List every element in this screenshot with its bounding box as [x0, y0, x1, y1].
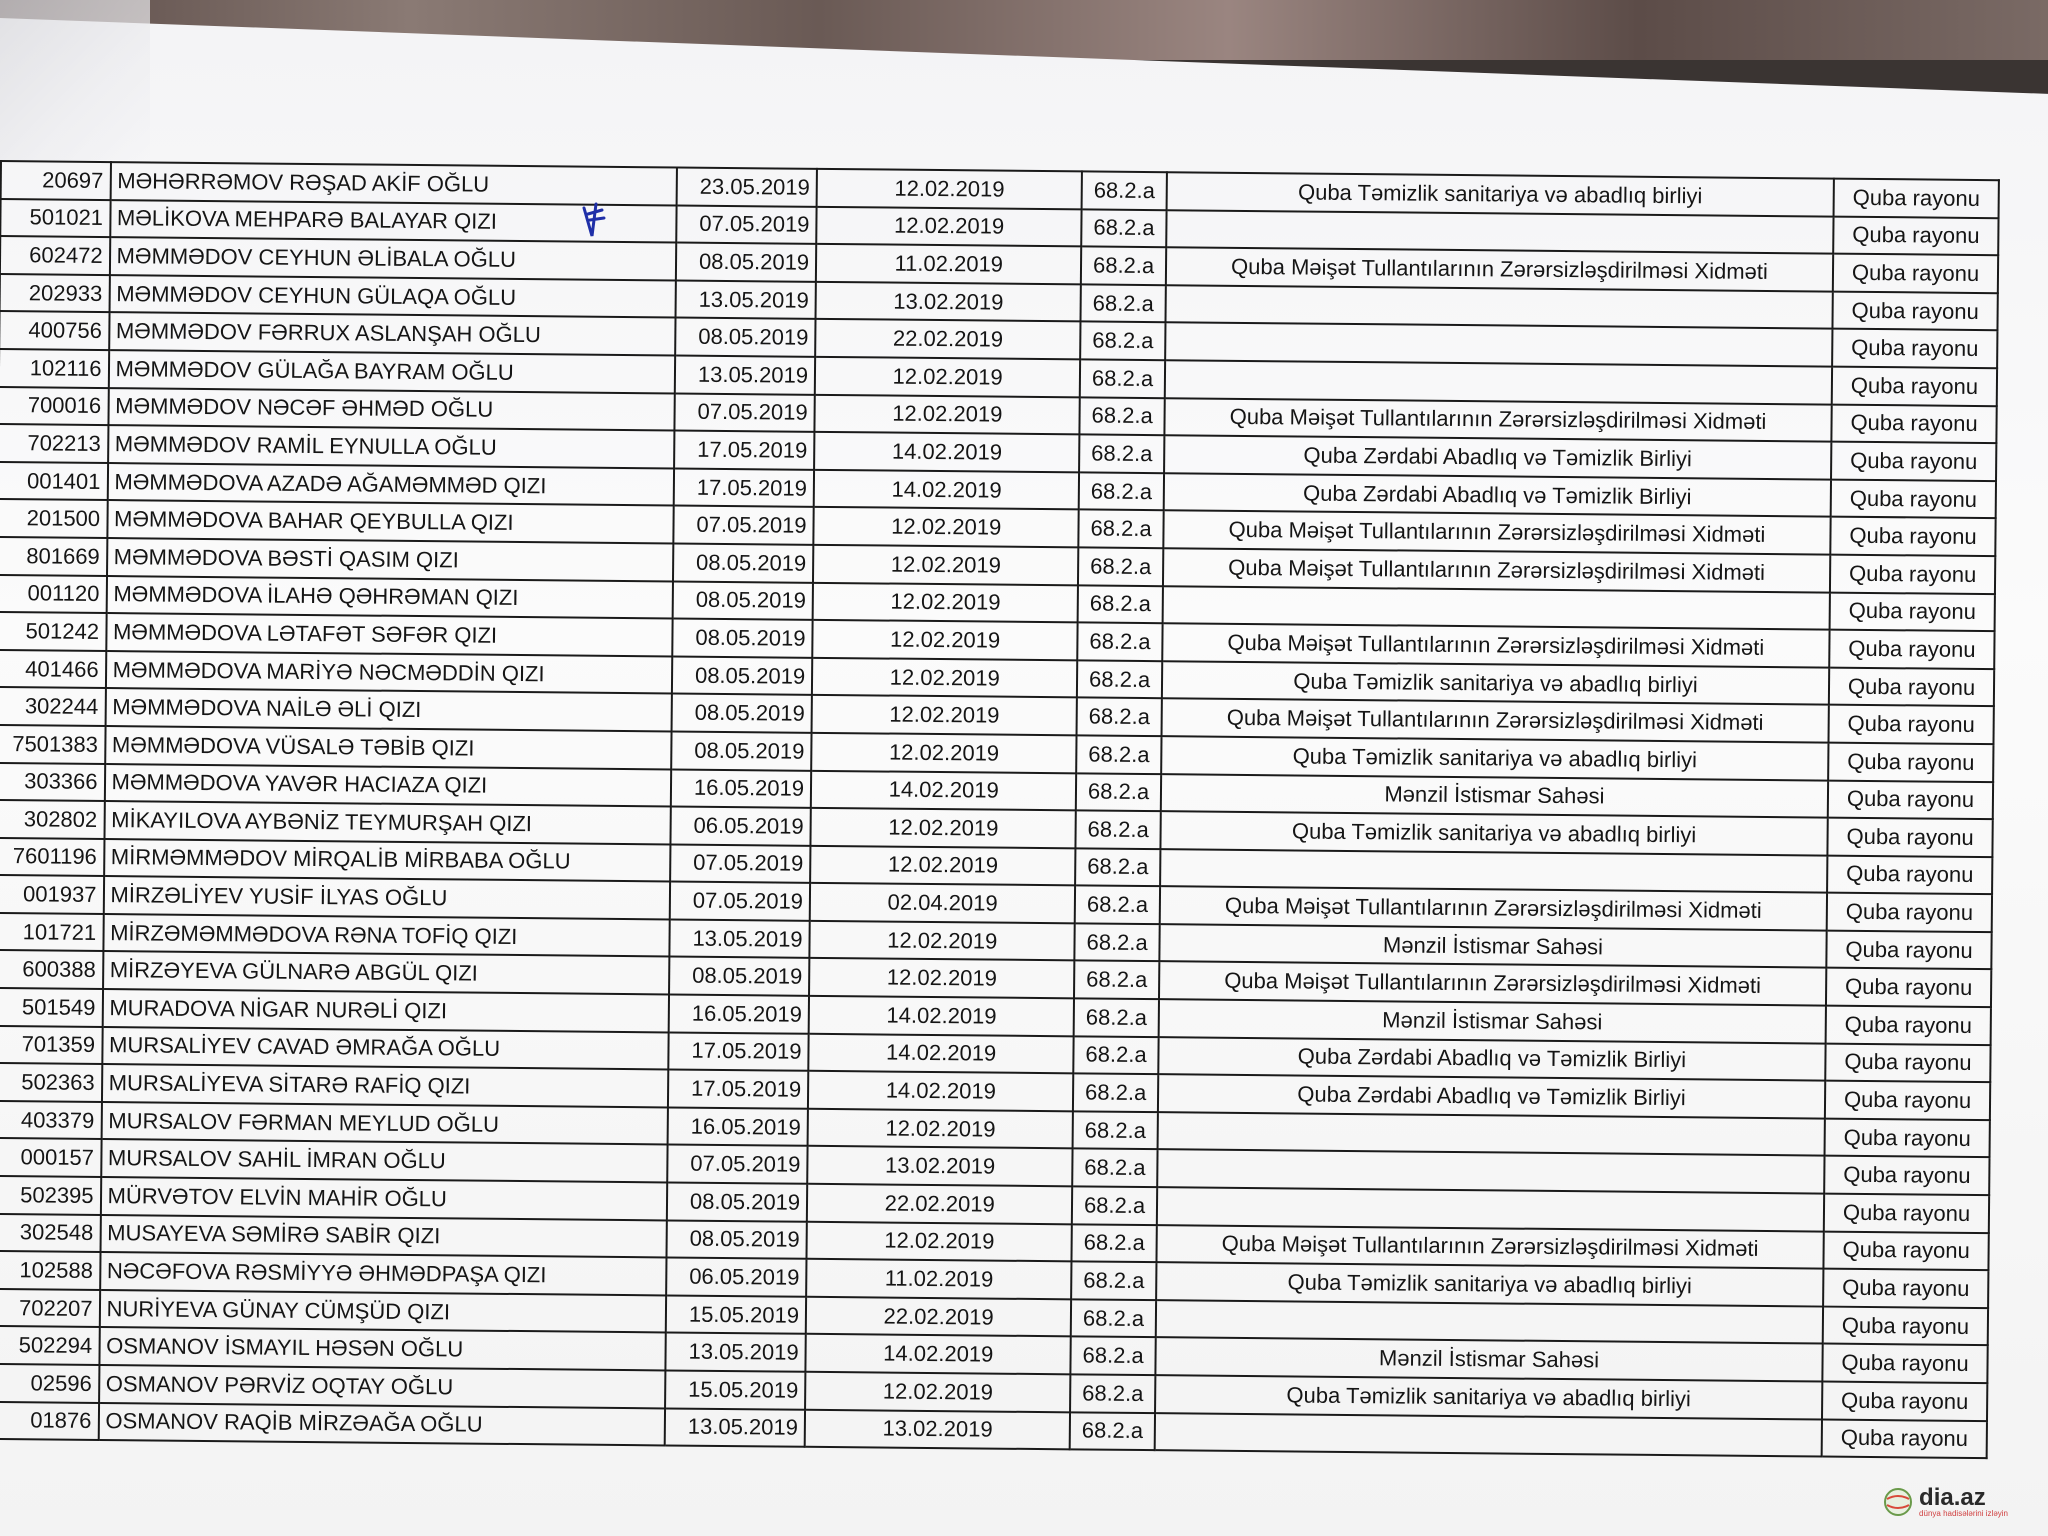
person-id-cell: 001401	[0, 462, 108, 501]
person-name-cell: MƏMMƏDOVA İLAHƏ QƏHRƏMAN QIZI	[106, 576, 673, 619]
article-cell: 68.2.a	[1079, 472, 1164, 510]
region-cell: Quba rayonu	[1824, 1231, 1989, 1270]
organization-cell	[1157, 1112, 1825, 1156]
person-id-cell: 400756	[0, 311, 109, 350]
region-cell: Quba rayonu	[1825, 1118, 1990, 1157]
date-registered-cell: 06.05.2019	[671, 807, 811, 846]
organization-cell: Quba Məişət Tullantılarının Zərərsizləşdirilməsi Xidməti	[1164, 398, 1832, 442]
article-cell: 68.2.a	[1073, 1074, 1158, 1112]
person-id-cell: 501021	[0, 199, 110, 238]
date-assigned-cell: 11.02.2019	[806, 1259, 1072, 1299]
roster-sheet	[0, 160, 2025, 1460]
person-id-cell: 001937	[0, 875, 104, 914]
article-cell: 68.2.a	[1077, 660, 1162, 698]
article-cell: 68.2.a	[1079, 435, 1164, 473]
organization-cell: Quba Təmizlik sanitariya və abadlıq birliyi	[1166, 172, 1834, 216]
organization-cell: Quba Təmizlik sanitariya və abadlıq birliyi	[1160, 811, 1828, 855]
person-name-cell: MƏMMƏDOV RAMİL EYNULLA OĞLU	[108, 425, 675, 468]
date-assigned-cell: 22.02.2019	[807, 1184, 1073, 1224]
date-assigned-cell: 12.02.2019	[816, 206, 1082, 246]
article-cell: 68.2.a	[1072, 1224, 1157, 1262]
date-assigned-cell: 12.02.2019	[813, 507, 1079, 547]
person-name-cell: MƏMMƏDOV CEYHUN GÜLAQA OĞLU	[109, 275, 676, 318]
date-registered-cell: 13.05.2019	[675, 355, 815, 394]
article-cell: 68.2.a	[1081, 322, 1166, 360]
person-name-cell: MƏMMƏDOVA LƏTAFƏT SƏFƏR QIZI	[106, 613, 673, 656]
region-cell: Quba rayonu	[1829, 705, 1994, 744]
date-assigned-cell: 12.02.2019	[811, 808, 1077, 848]
person-name-cell: MƏMMƏDOVA NAİLƏ ƏLİ QIZI	[105, 688, 672, 731]
region-cell: Quba rayonu	[1829, 667, 1994, 706]
person-id-cell: 303366	[0, 762, 105, 801]
date-registered-cell: 08.05.2019	[676, 318, 816, 357]
date-assigned-cell: 14.02.2019	[808, 1071, 1074, 1111]
person-name-cell: MÜRVƏTOV ELVİN MAHİR OĞLU	[100, 1177, 667, 1220]
date-assigned-cell: 13.02.2019	[816, 282, 1082, 322]
date-registered-cell: 08.05.2019	[667, 1220, 807, 1259]
date-assigned-cell: 12.02.2019	[815, 357, 1081, 397]
region-cell: Quba rayonu	[1829, 630, 1994, 669]
date-assigned-cell: 12.02.2019	[807, 1221, 1073, 1261]
region-cell: Quba rayonu	[1832, 329, 1997, 368]
article-cell: 68.2.a	[1078, 622, 1163, 660]
region-cell: Quba rayonu	[1830, 517, 1995, 556]
person-name-cell: MİRZƏYEVA GÜLNARƏ ABGÜL QIZI	[103, 951, 670, 994]
date-assigned-cell: 14.02.2019	[814, 432, 1080, 472]
date-assigned-cell: 02.04.2019	[810, 883, 1076, 923]
person-name-cell: MİRZƏLİYEV YUSİF İLYAS OĞLU	[103, 876, 670, 919]
organization-cell: Mənzil İstismar Sahəsi	[1159, 924, 1827, 968]
person-id-cell: 02596	[0, 1364, 99, 1403]
date-assigned-cell: 12.02.2019	[808, 1109, 1074, 1149]
date-registered-cell: 16.05.2019	[668, 1107, 808, 1146]
date-assigned-cell: 12.02.2019	[813, 545, 1079, 585]
region-cell: Quba rayonu	[1831, 479, 1996, 518]
date-registered-cell: 13.05.2019	[676, 280, 816, 319]
person-id-cell: 602472	[0, 236, 110, 275]
date-assigned-cell: 12.02.2019	[813, 582, 1079, 622]
date-assigned-cell: 12.02.2019	[809, 921, 1075, 961]
organization-cell: Quba Məişət Tullantılarının Zərərsizləşdirilməsi Xidməti	[1163, 548, 1831, 592]
organization-cell	[1154, 1413, 1822, 1457]
date-assigned-cell: 22.02.2019	[815, 319, 1081, 359]
date-assigned-cell: 12.02.2019	[814, 394, 1080, 434]
article-cell: 68.2.a	[1070, 1374, 1155, 1412]
person-name-cell: MƏMMƏDOVA VÜSALƏ TƏBİB QIZI	[105, 726, 672, 769]
region-cell: Quba rayonu	[1823, 1269, 1988, 1308]
organization-cell: Mənzil İstismar Sahəsi	[1161, 774, 1829, 818]
person-name-cell: MƏHƏRRƏMOV RƏŞAD AKİF OĞLU	[110, 162, 677, 205]
date-registered-cell: 08.05.2019	[672, 694, 812, 733]
organization-cell: Quba Təmizlik sanitariya və abadlıq birliyi	[1161, 736, 1829, 780]
organization-cell	[1165, 323, 1833, 367]
organization-cell: Quba Zərdabi Abadlıq və Təmizlik Birliyi	[1158, 1037, 1826, 1081]
organization-cell: Quba Məişət Tullantılarının Zərərsizləşdirilməsi Xidməti	[1159, 962, 1827, 1006]
person-id-cell: 501242	[0, 612, 106, 651]
article-cell: 68.2.a	[1081, 247, 1166, 285]
person-name-cell: MƏMMƏDOV CEYHUN ƏLİBALA OĞLU	[109, 237, 676, 280]
organization-cell: Quba Zərdabi Abadlıq və Təmizlik Birliyi	[1163, 473, 1831, 517]
date-assigned-cell: 11.02.2019	[816, 244, 1082, 284]
date-assigned-cell: 12.02.2019	[805, 1372, 1071, 1412]
person-id-cell: 201500	[0, 499, 107, 538]
article-cell: 68.2.a	[1072, 1186, 1157, 1224]
region-cell: Quba rayonu	[1828, 742, 1993, 781]
person-id-cell: 102116	[0, 349, 109, 388]
person-name-cell: MİKAYILOVA AYBƏNİZ TEYMURŞAH QIZI	[104, 801, 671, 844]
article-cell: 68.2.a	[1080, 397, 1165, 435]
region-cell: Quba rayonu	[1826, 930, 1991, 969]
person-name-cell: NURİYEVA GÜNAY CÜMŞÜD QIZI	[99, 1290, 666, 1333]
region-cell: Quba rayonu	[1822, 1344, 1987, 1383]
person-name-cell: MƏMMƏDOVA BƏSTİ QASIM QIZI	[107, 538, 674, 581]
person-id-cell: 000157	[0, 1138, 101, 1177]
person-name-cell: MURSALİYEVA SİTARƏ RAFİQ QIZI	[102, 1064, 669, 1107]
date-registered-cell: 08.05.2019	[672, 656, 812, 695]
region-cell: Quba rayonu	[1822, 1419, 1987, 1458]
organization-cell: Quba Məişət Tullantılarının Zərərsizləşdirilməsi Xidməti	[1166, 247, 1834, 291]
organization-cell	[1156, 1300, 1824, 1344]
date-assigned-cell: 14.02.2019	[809, 996, 1075, 1036]
page-fold-shadow	[0, 0, 150, 160]
person-name-cell: MƏMMƏDOV GÜLAĞA BAYRAM OĞLU	[108, 350, 675, 393]
person-id-cell: 700016	[0, 387, 108, 426]
date-assigned-cell: 13.02.2019	[807, 1146, 1073, 1186]
region-cell: Quba rayonu	[1830, 555, 1995, 594]
watermark-tagline: dünya hadisələrini izləyin	[1919, 1509, 2008, 1518]
person-name-cell: MƏMMƏDOVA AZADƏ AĞAMƏMMƏD QIZI	[107, 463, 674, 506]
date-assigned-cell: 12.02.2019	[810, 845, 1076, 885]
article-cell: 68.2.a	[1079, 510, 1164, 548]
person-name-cell: MURSALOV SAHİL İMRAN OĞLU	[101, 1139, 668, 1182]
date-registered-cell: 08.05.2019	[676, 243, 816, 282]
date-registered-cell: 08.05.2019	[673, 619, 813, 658]
person-id-cell: 403379	[0, 1101, 102, 1140]
roster-body	[0, 161, 1999, 1458]
organization-cell: Quba Təmizlik sanitariya və abadlıq birliyi	[1156, 1262, 1824, 1306]
date-assigned-cell: 12.02.2019	[811, 733, 1077, 773]
article-cell: 68.2.a	[1071, 1299, 1156, 1337]
date-registered-cell: 13.05.2019	[665, 1408, 805, 1447]
article-cell: 68.2.a	[1071, 1337, 1156, 1375]
organization-cell: Quba Təmizlik sanitariya və abadlıq birliyi	[1162, 661, 1830, 705]
organization-cell: Quba Məişət Tullantılarının Zərərsizləşdirilməsi Xidməti	[1161, 698, 1829, 742]
pen-tick-mark	[580, 200, 608, 242]
article-cell: 68.2.a	[1082, 171, 1167, 209]
region-cell: Quba rayonu	[1825, 1081, 1990, 1120]
person-id-cell: 702207	[0, 1289, 100, 1328]
date-assigned-cell: 22.02.2019	[806, 1297, 1072, 1337]
article-cell: 68.2.a	[1075, 886, 1160, 924]
person-name-cell: MURSALİYEV CAVAD ƏMRAĞA OĞLU	[102, 1027, 669, 1070]
region-cell: Quba rayonu	[1824, 1156, 1989, 1195]
person-id-cell: 401466	[0, 650, 106, 689]
organization-cell	[1166, 210, 1834, 254]
organization-cell: Quba Təmizlik sanitariya və abadlıq birliyi	[1155, 1375, 1823, 1419]
organization-cell: Quba Məişət Tullantılarının Zərərsizləşdirilməsi Xidməti	[1163, 511, 1831, 555]
person-name-cell: MƏMMƏDOV FƏRRUX ASLANŞAH OĞLU	[109, 312, 676, 355]
article-cell: 68.2.a	[1076, 810, 1161, 848]
region-cell: Quba rayonu	[1825, 1043, 1990, 1082]
date-registered-cell: 15.05.2019	[666, 1295, 806, 1334]
person-id-cell: 20697	[1, 161, 111, 200]
article-cell: 68.2.a	[1080, 359, 1165, 397]
organization-cell	[1165, 285, 1833, 329]
date-assigned-cell: 14.02.2019	[805, 1334, 1071, 1374]
person-name-cell: MƏMMƏDOV NƏCƏF ƏHMƏD OĞLU	[108, 388, 675, 431]
person-name-cell: MİRZƏMƏMMƏDOVA RƏNA TOFİQ QIZI	[103, 914, 670, 957]
date-registered-cell: 17.05.2019	[668, 1070, 808, 1109]
person-id-cell: 7501383	[0, 725, 105, 764]
date-registered-cell: 17.05.2019	[674, 431, 814, 470]
date-registered-cell: 13.05.2019	[670, 919, 810, 958]
date-assigned-cell: 14.02.2019	[811, 770, 1077, 810]
date-registered-cell: 07.05.2019	[668, 1145, 808, 1184]
region-cell: Quba rayonu	[1832, 367, 1997, 406]
region-cell: Quba rayonu	[1826, 1006, 1991, 1045]
date-registered-cell: 07.05.2019	[670, 882, 810, 921]
watermark-name: dia.az	[1919, 1484, 1986, 1511]
person-id-cell: 701359	[0, 1026, 102, 1065]
person-name-cell: MURADOVA NİGAR NURƏLİ QIZI	[102, 989, 669, 1032]
date-assigned-cell: 12.02.2019	[812, 620, 1078, 660]
region-cell: Quba rayonu	[1831, 442, 1996, 481]
person-name-cell: OSMANOV RAQİB MİRZƏAĞA OĞLU	[98, 1403, 665, 1446]
person-id-cell: 102588	[0, 1251, 100, 1290]
region-cell: Quba rayonu	[1822, 1382, 1987, 1421]
person-name-cell: MƏMMƏDOVA BAHAR QEYBULLA QIZI	[107, 500, 674, 543]
article-cell: 68.2.a	[1073, 1111, 1158, 1149]
date-registered-cell: 16.05.2019	[671, 769, 811, 808]
date-assigned-cell: 13.02.2019	[805, 1409, 1071, 1449]
person-id-cell: 502294	[0, 1326, 99, 1365]
organization-cell: Quba Zərdabi Abadlıq və Təmizlik Birliyi	[1158, 1074, 1826, 1118]
date-registered-cell: 08.05.2019	[673, 543, 813, 582]
person-id-cell: 302802	[0, 800, 104, 839]
organization-cell: Quba Məişət Tullantılarının Zərərsizləşdirilməsi Xidməti	[1160, 886, 1828, 930]
article-cell: 68.2.a	[1074, 961, 1159, 999]
date-registered-cell: 07.05.2019	[674, 506, 814, 545]
person-name-cell: MİRMƏMMƏDOV MİRQALİB MİRBABA OĞLU	[104, 839, 671, 882]
region-cell: Quba rayonu	[1827, 893, 1992, 932]
person-name-cell: MƏMMƏDOVA MARİYƏ NƏCMƏDDİN QIZI	[105, 651, 672, 694]
region-cell: Quba rayonu	[1832, 404, 1997, 443]
article-cell: 68.2.a	[1075, 848, 1160, 886]
article-cell: 68.2.a	[1070, 1412, 1155, 1450]
region-cell: Quba rayonu	[1826, 968, 1991, 1007]
person-id-cell: 302244	[0, 687, 105, 726]
date-assigned-cell: 14.02.2019	[808, 1033, 1074, 1073]
person-name-cell: MƏMMƏDOVA YAVƏR HACIAZA QIZI	[104, 764, 671, 807]
person-name-cell: OSMANOV İSMAYIL HƏSƏN OĞLU	[99, 1327, 666, 1370]
date-registered-cell: 08.05.2019	[667, 1182, 807, 1221]
person-name-cell: NƏCƏFOVA RƏSMİYYƏ ƏHMƏDPAŞA QIZI	[100, 1252, 667, 1295]
article-cell: 68.2.a	[1074, 998, 1159, 1036]
person-id-cell: 7601196	[0, 838, 104, 877]
date-assigned-cell: 12.02.2019	[812, 695, 1078, 735]
article-cell: 68.2.a	[1077, 735, 1162, 773]
article-cell: 68.2.a	[1075, 923, 1160, 961]
date-assigned-cell: 14.02.2019	[814, 470, 1080, 510]
article-cell: 68.2.a	[1073, 1149, 1158, 1187]
region-cell: Quba rayonu	[1828, 780, 1993, 819]
roster-table	[0, 160, 2000, 1459]
date-registered-cell: 08.05.2019	[672, 731, 812, 770]
watermark-logo	[1883, 1482, 2008, 1522]
person-id-cell: 801669	[0, 537, 107, 576]
date-registered-cell: 13.05.2019	[666, 1333, 806, 1372]
article-cell: 68.2.a	[1078, 547, 1163, 585]
date-registered-cell: 15.05.2019	[665, 1370, 805, 1409]
region-cell: Quba rayonu	[1833, 254, 1998, 293]
article-cell: 68.2.a	[1071, 1262, 1156, 1300]
organization-cell: Quba Məişət Tullantılarının Zərərsizləşdirilməsi Xidməti	[1162, 623, 1830, 667]
region-cell: Quba rayonu	[1833, 216, 1998, 255]
date-registered-cell: 07.05.2019	[670, 844, 810, 883]
person-id-cell: 202933	[0, 274, 109, 313]
person-name-cell: OSMANOV PƏRVİZ OQTAY OĞLU	[99, 1365, 666, 1408]
date-registered-cell: 17.05.2019	[669, 1032, 809, 1071]
region-cell: Quba rayonu	[1828, 818, 1993, 857]
region-cell: Quba rayonu	[1823, 1306, 1988, 1345]
article-cell: 68.2.a	[1077, 698, 1162, 736]
organization-cell	[1160, 849, 1828, 893]
person-id-cell: 001120	[0, 575, 107, 614]
region-cell: Quba rayonu	[1827, 855, 1992, 894]
article-cell: 68.2.a	[1076, 773, 1161, 811]
globe-icon	[1883, 1487, 1913, 1517]
date-registered-cell: 17.05.2019	[674, 468, 814, 507]
date-registered-cell: 07.05.2019	[675, 393, 815, 432]
region-cell: Quba rayonu	[1834, 179, 1999, 218]
article-cell: 68.2.a	[1078, 585, 1163, 623]
region-cell: Quba rayonu	[1830, 592, 1995, 631]
organization-cell: Quba Zərdabi Abadlıq və Təmizlik Birliyi	[1164, 435, 1832, 479]
person-id-cell: 501549	[0, 988, 103, 1027]
organization-cell: Quba Məişət Tullantılarının Zərərsizləşdirilməsi Xidməti	[1156, 1225, 1824, 1269]
person-id-cell: 302548	[0, 1214, 100, 1253]
organization-cell: Mənzil İstismar Sahəsi	[1158, 999, 1826, 1043]
organization-cell	[1162, 586, 1830, 630]
person-id-cell: 502363	[0, 1063, 102, 1102]
person-id-cell: 600388	[0, 950, 103, 989]
person-id-cell: 101721	[0, 913, 103, 952]
date-registered-cell: 08.05.2019	[673, 581, 813, 620]
article-cell: 68.2.a	[1081, 284, 1166, 322]
region-cell: Quba rayonu	[1833, 291, 1998, 330]
date-registered-cell: 16.05.2019	[669, 995, 809, 1034]
date-registered-cell: 06.05.2019	[667, 1258, 807, 1297]
person-name-cell: MƏLİKOVA MEHPARƏ BALAYAR QIZI	[110, 200, 677, 243]
date-assigned-cell: 12.02.2019	[809, 958, 1075, 998]
organization-cell	[1165, 360, 1833, 404]
person-id-cell: 502395	[0, 1176, 101, 1215]
date-registered-cell: 08.05.2019	[669, 957, 809, 996]
organization-cell	[1157, 1150, 1825, 1194]
person-id-cell: 702213	[0, 424, 108, 463]
person-name-cell: MUSAYEVA SƏMİRƏ SABİR QIZI	[100, 1215, 667, 1258]
region-cell: Quba rayonu	[1824, 1194, 1989, 1233]
organization-cell	[1157, 1187, 1825, 1231]
person-id-cell: 01876	[0, 1402, 99, 1441]
article-cell: 68.2.a	[1082, 209, 1167, 247]
date-assigned-cell: 12.02.2019	[817, 169, 1083, 209]
article-cell: 68.2.a	[1074, 1036, 1159, 1074]
date-assigned-cell: 12.02.2019	[812, 658, 1078, 698]
person-name-cell: MURSALOV FƏRMAN MEYLUD OĞLU	[101, 1102, 668, 1145]
date-registered-cell: 23.05.2019	[677, 168, 817, 207]
organization-cell: Mənzil İstismar Sahəsi	[1155, 1338, 1823, 1382]
date-registered-cell: 07.05.2019	[677, 205, 817, 244]
